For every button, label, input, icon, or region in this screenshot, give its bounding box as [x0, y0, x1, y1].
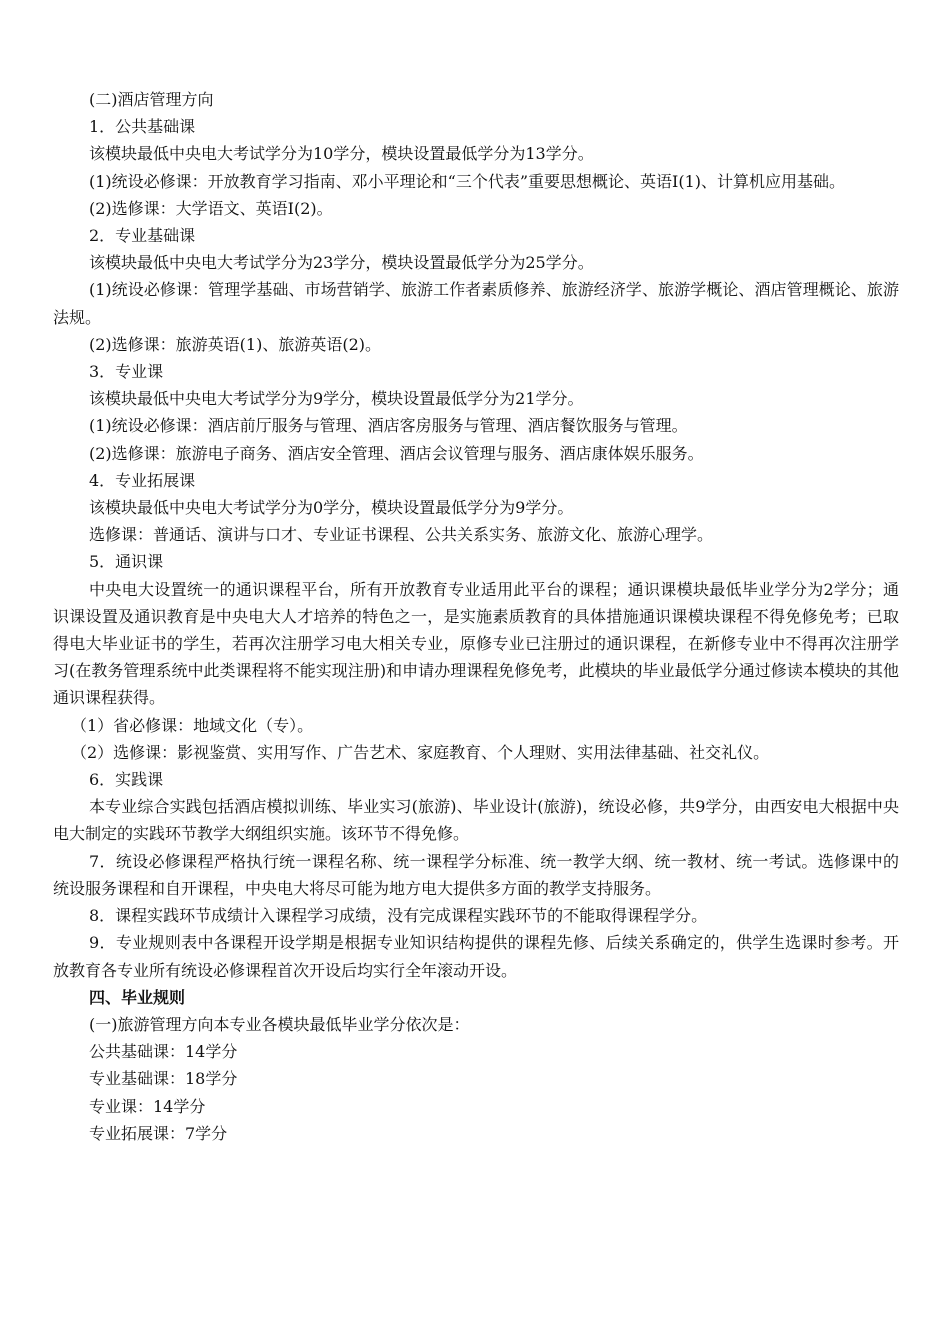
paragraph: (1)统设必修课：酒店前厅服务与管理、酒店客房服务与管理、酒店餐饮服务与管理。 — [89, 416, 688, 436]
paragraph: (1)统设必修课：管理学基础、市场营销学、旅游工作者素质修养、旅游经济学、旅游学概论、酒店管理概论、旅游法规。 — [53, 280, 899, 327]
paragraph: 专业课：14学分 — [89, 1096, 206, 1116]
paragraph: 6．实践课 — [89, 770, 164, 790]
paragraph: (2)选修课：大学语文、英语Ⅰ(2)。 — [89, 198, 333, 218]
paragraph: 选修课：普通话、演讲与口才、专业证书课程、公共关系实务、旅游文化、旅游心理学。 — [89, 525, 714, 545]
paragraph: 1．公共基础课 — [89, 117, 196, 137]
paragraph: 本专业综合实践包括酒店模拟训练、毕业实习(旅游)、毕业设计(旅游)，统设必修，共9学分，由西安电大根据中央电大制定的实践环节教学大纲组织实施。该环节不得免修。 — [53, 797, 899, 844]
paragraph: 该模块最低中央电大考试学分为23学分，模块设置最低学分为25学分。 — [89, 253, 594, 273]
paragraph: （2）选修课：影视鉴赏、实用写作、广告艺术、家庭教育、个人理财、实用法律基础、社交礼仪。 — [71, 742, 770, 762]
paragraph: 8．课程实践环节成绩计入课程学习成绩，没有完成课程实践环节的不能取得课程学分。 — [89, 906, 708, 926]
paragraph: 该模块最低中央电大考试学分为9学分，模块设置最低学分为21学分。 — [89, 389, 584, 409]
paragraph: 中央电大设置统一的通识课程平台，所有开放教育专业适用此平台的课程；通识课模块最低毕业学分为2学分；通识课设置及通识教育是中央电大人才培养的特色之一，是实施素质教育的具体措施通识课模块课程不得免修免考；已取得电大毕业证书的学生，若再次注册学习电大相关专业，原修专业已注册过的通识课程，在新修专业中不得再次注册学习(在教务管理系统中此类课程将不能实现注册)和申请办理课程免修免考，此模块的毕业最低学分通过修读本模块的其他通识课程获得。 — [53, 579, 899, 708]
paragraph: (2)选修课：旅游英语(1)、旅游英语(2)。 — [89, 334, 381, 354]
paragraph: （1）省必修课：地域文化（专）。 — [71, 715, 314, 735]
paragraph: 专业拓展课：7学分 — [89, 1123, 228, 1143]
section-heading: 四、毕业规则 — [89, 987, 186, 1007]
paragraph: 7．统设必修课程严格执行统一课程名称、统一课程学分标准、统一教学大纲、统一教材、统一考试。选修课中的统设服务课程和自开课程，中央电大将尽可能为地方电大提供多方面的教学支持服务。 — [53, 851, 899, 898]
paragraph: (一)旅游管理方向本专业各模块最低毕业学分依次是： — [89, 1014, 470, 1034]
paragraph: (二)酒店管理方向 — [89, 90, 214, 109]
paragraph: (2)选修课：旅游电子商务、酒店安全管理、酒店会议管理与服务、酒店康体娱乐服务。 — [89, 443, 704, 463]
paragraph: 2．专业基础课 — [89, 226, 196, 246]
paragraph: 公共基础课：14学分 — [89, 1042, 238, 1062]
paragraph: 该模块最低中央电大考试学分为10学分，模块设置最低学分为13学分。 — [89, 144, 594, 164]
paragraph: 该模块最低中央电大考试学分为0学分，模块设置最低学分为9学分。 — [89, 498, 574, 518]
paragraph: 9．专业规则表中各课程开设学期是根据专业知识结构提供的课程先修、后续关系确定的，供学生选课时参考。开放教育各专业所有统设必修课程首次开设后均实行全年滚动开设。 — [53, 933, 899, 980]
document-body — [53, 86, 899, 1147]
paragraph: (1)统设必修课：开放教育学习指南、邓小平理论和“三个代表”重要思想概论、英语Ⅰ(1)、计算机应用基础。 — [89, 171, 846, 191]
paragraph: 5．通识课 — [89, 552, 164, 572]
paragraph: 4．专业拓展课 — [89, 470, 196, 490]
paragraph: 专业基础课：18学分 — [89, 1069, 238, 1089]
paragraph: 3．专业课 — [89, 362, 164, 382]
